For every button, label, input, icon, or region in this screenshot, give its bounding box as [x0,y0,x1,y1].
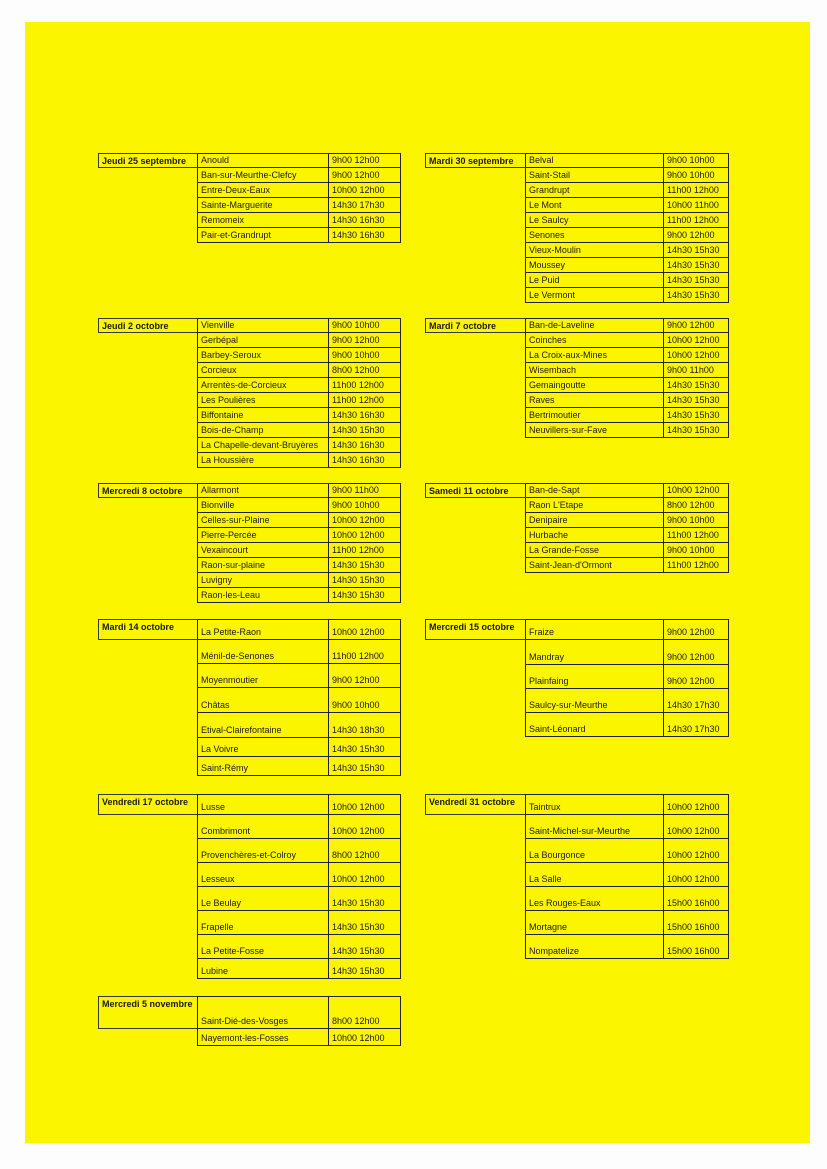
time-slot: 14h30 15h30 [667,275,720,285]
time-slot: 14h30 15h30 [332,425,385,435]
stops-table [197,619,401,776]
town-name: Lubine [198,959,329,978]
table-row [197,408,401,423]
town-name: Bois-de-Champ [198,423,329,437]
day-label: Mercredi 15 octobre [425,619,526,640]
table-row [197,959,401,979]
table-row [197,839,401,863]
town-name: Anould [198,154,329,167]
time-slot: 9h00 12h00 [332,155,380,165]
stops-table [197,153,401,243]
table-row [525,935,729,959]
town-name: Le Saulcy [526,213,664,227]
day-label: Samedi 11 octobre [425,483,526,498]
town-name: Etival-Clairefontaine [198,713,329,737]
town-name: Remomeix [198,213,329,227]
time-slot: 14h30 15h30 [667,260,720,270]
time-slot: 15h00 16h00 [667,898,720,908]
stops-table [525,483,729,573]
table-row [525,839,729,863]
table-row [525,689,729,713]
table-row [525,408,729,423]
table-row [525,318,729,333]
town-name: Saint-Jean-d'Ormont [526,558,664,572]
time-slot: 10h00 12h00 [667,485,720,495]
time-slot: 15h00 16h00 [667,922,720,932]
town-name: Hurbache [526,528,664,542]
town-name: Plainfaing [526,665,664,688]
table-row [197,863,401,887]
table-row [525,213,729,228]
town-name: Vienville [198,319,329,332]
time-slot: 9h00 10h00 [332,320,380,330]
time-slot: 9h00 10h00 [332,700,380,710]
time-slot: 10h00 12h00 [332,515,385,525]
time-slot: 9h00 12h00 [667,652,715,662]
time-slot: 9h00 10h00 [667,170,715,180]
town-name: Ban-de-Sapt [526,484,664,497]
table-row [525,423,729,438]
town-name: La Croix-aux-Mines [526,348,664,362]
town-name: Ban-de-Laveline [526,319,664,332]
town-name: Le Puid [526,273,664,287]
town-name: Saulcy-sur-Meurthe [526,689,664,712]
town-name: Wisembach [526,363,664,377]
town-name: Allarmont [198,484,329,497]
stops-table [197,483,401,603]
time-slot: 11h00 12h00 [332,380,384,390]
yellow-page [25,22,810,1143]
town-name: Moussey [526,258,664,272]
time-slot: 9h00 10h00 [667,545,715,555]
table-row [197,153,401,168]
time-slot: 8h00 12h00 [332,1016,380,1026]
time-slot: 11h00 12h00 [332,545,384,555]
table-row [525,153,729,168]
town-name: Vieux-Moulin [526,243,664,257]
town-name: Gemaingoutte [526,378,664,392]
time-slot: 9h00 10h00 [667,155,715,165]
time-slot: 14h30 15h30 [332,966,385,976]
table-row [197,640,401,664]
time-slot: 14h30 17h30 [667,700,720,710]
table-row [525,665,729,689]
town-name: Raon-les-Leau [198,588,329,602]
time-slot: 11h00 12h00 [332,651,384,661]
town-name: Saint-Stail [526,168,664,182]
table-row [525,258,729,273]
town-name: Ban-sur-Meurthe-Clefcy [198,168,329,182]
town-name: Grandrupt [526,183,664,197]
time-slot: 14h30 16h30 [332,455,385,465]
town-name: Denipaire [526,513,664,527]
time-slot: 14h30 17h30 [667,724,720,734]
time-slot: 11h00 12h00 [667,560,719,570]
time-slot: 10h00 12h00 [667,826,720,836]
town-name: Pair-et-Grandrupt [198,228,329,242]
table-row [197,757,401,776]
time-slot: 14h30 15h30 [332,946,385,956]
town-name: Fraize [526,620,664,639]
time-slot: 14h30 15h30 [667,290,720,300]
town-name: Taintrux [526,795,664,814]
town-name: Coinches [526,333,664,347]
table-row [197,438,401,453]
town-name: Châtas [198,688,329,712]
time-slot: 10h00 12h00 [332,530,385,540]
table-row [525,713,729,737]
town-name: La Petite-Raon [198,620,329,639]
town-name: Saint-Rémy [198,757,329,775]
table-row [525,513,729,528]
town-name: Pierre-Percée [198,528,329,542]
day-label: Mercredi 8 octobre [98,483,198,498]
time-slot: 9h00 11h00 [332,485,379,495]
town-name: Vexaincourt [198,543,329,557]
time-slot: 14h30 15h30 [667,395,720,405]
town-name: La Grande-Fosse [526,543,664,557]
table-row [197,483,401,498]
table-row [197,664,401,688]
time-slot: 9h00 12h00 [332,335,380,345]
town-name: Nompatelize [526,935,664,958]
time-slot: 14h30 15h30 [332,898,385,908]
table-row [525,498,729,513]
town-name: Luvigny [198,573,329,587]
table-row [525,288,729,303]
table-row [197,558,401,573]
table-row [197,498,401,513]
time-slot: 14h30 15h30 [667,245,720,255]
day-label: Vendredi 31 octobre [425,794,526,815]
time-slot: 10h00 12h00 [667,350,720,360]
table-row [525,393,729,408]
stops-table [525,619,729,737]
time-slot: 14h30 16h30 [332,230,385,240]
town-name: Provenchères-et-Colroy [198,839,329,862]
day-label: Vendredi 17 octobre [98,794,198,815]
town-name: Frapelle [198,911,329,934]
time-slot: 14h30 18h30 [332,725,385,735]
table-row [525,528,729,543]
town-name: Arrentès-de-Corcieux [198,378,329,392]
table-row [525,794,729,815]
town-name: Raon-sur-plaine [198,558,329,572]
table-row [197,453,401,468]
town-name: Les Rouges-Eaux [526,887,664,910]
table-row [525,198,729,213]
table-row [525,378,729,393]
table-row [525,640,729,665]
time-slot: 9h00 10h00 [332,500,380,510]
day-label: Jeudi 25 septembre [98,153,198,168]
town-name: Senones [526,228,664,242]
town-name: Entre-Deux-Eaux [198,183,329,197]
table-row [197,183,401,198]
town-name: Lusse [198,795,329,814]
town-name: Ménil-de-Senones [198,640,329,663]
table-row [525,273,729,288]
town-name: La Chapelle-devant-Bruyères [198,438,329,452]
stops-table [197,794,401,979]
table-row [197,348,401,363]
table-row [197,198,401,213]
town-name: Mandray [526,640,664,664]
town-name: Celles-sur-Plaine [198,513,329,527]
table-row [197,528,401,543]
town-name: Les Poulières [198,393,329,407]
time-slot: 9h00 12h00 [667,676,715,686]
town-name: Sainte-Marguerite [198,198,329,212]
day-label: Mardi 14 octobre [98,619,198,640]
town-name: Combrimont [198,815,329,838]
table-row [197,738,401,757]
day-label: Mercredi 5 novembre [98,996,198,1029]
town-name: Bionville [198,498,329,512]
day-label: Jeudi 2 octobre [98,318,198,333]
table-row [525,815,729,839]
time-slot: 11h00 12h00 [667,215,719,225]
table-row [525,333,729,348]
table-row [197,911,401,935]
time-slot: 10h00 12h00 [667,335,720,345]
time-slot: 9h00 10h00 [667,515,715,525]
time-slot: 9h00 11h00 [667,365,714,375]
table-row [525,619,729,640]
table-row [197,333,401,348]
table-row [197,619,401,640]
table-row [197,996,401,1029]
town-name: Raves [526,393,664,407]
time-slot: 11h00 12h00 [332,395,384,405]
time-slot: 10h00 12h00 [667,850,720,860]
stops-table [525,153,729,303]
time-slot: 9h00 12h00 [667,230,715,240]
time-slot: 10h00 12h00 [332,627,385,637]
table-row [197,794,401,815]
time-slot: 9h00 10h00 [332,350,380,360]
time-slot: 14h30 15h30 [332,590,385,600]
table-row [197,887,401,911]
table-row [197,363,401,378]
stops-table [197,318,401,468]
table-row [197,935,401,959]
time-slot: 14h30 16h30 [332,410,385,420]
table-row [197,228,401,243]
table-row [197,168,401,183]
table-row [197,543,401,558]
town-name: Lesseux [198,863,329,886]
time-slot: 9h00 12h00 [667,320,715,330]
time-slot: 14h30 15h30 [667,380,720,390]
table-row [525,863,729,887]
table-row [525,558,729,573]
time-slot: 11h00 12h00 [667,185,719,195]
stops-table [525,318,729,438]
time-slot: 14h30 17h30 [332,200,385,210]
table-row [197,713,401,738]
table-row [525,887,729,911]
town-name: Saint-Léonard [526,713,664,736]
table-row [525,228,729,243]
town-name: La Salle [526,863,664,886]
town-name: Barbey-Seroux [198,348,329,362]
table-row [197,213,401,228]
town-name: Biffontaine [198,408,329,422]
table-row [525,168,729,183]
day-label: Mardi 30 septembre [425,153,526,168]
table-row [197,393,401,408]
town-name: Bertrimoutier [526,408,664,422]
table-row [525,363,729,378]
time-slot: 9h00 12h00 [667,627,715,637]
time-slot: 10h00 12h00 [332,1033,385,1043]
time-slot: 14h30 15h30 [332,575,385,585]
time-slot: 10h00 12h00 [332,185,385,195]
town-name: Belval [526,154,664,167]
time-slot: 10h00 12h00 [332,826,385,836]
table-row [525,183,729,198]
town-name: Neuvillers-sur-Fave [526,423,664,437]
town-name: La Bourgonce [526,839,664,862]
time-slot: 14h30 15h30 [332,744,385,754]
table-row [197,588,401,603]
town-name: Nayemont-les-Fosses [198,1029,329,1045]
table-row [525,483,729,498]
town-name: Corcieux [198,363,329,377]
table-row [197,513,401,528]
time-slot: 10h00 12h00 [667,874,720,884]
table-row [197,378,401,393]
time-slot: 14h30 15h30 [667,410,720,420]
time-slot: 9h00 12h00 [332,170,380,180]
table-row [197,573,401,588]
stops-table [197,996,401,1046]
time-slot: 8h00 12h00 [667,500,715,510]
table-row [525,911,729,935]
day-label: Mardi 7 octobre [425,318,526,333]
time-slot: 9h00 12h00 [332,675,380,685]
table-row [197,423,401,438]
town-name: Le Beulay [198,887,329,910]
town-name: Raon L'Etape [526,498,664,512]
table-row [197,1029,401,1046]
town-name: Moyenmoutier [198,664,329,687]
table-row [525,243,729,258]
time-slot: 14h30 16h30 [332,440,385,450]
table-row [197,318,401,333]
town-name: Gerbépal [198,333,329,347]
time-slot: 10h00 11h00 [667,200,719,210]
time-slot: 10h00 12h00 [667,802,720,812]
town-name: Saint-Dié-des-Vosges [198,997,329,1028]
time-slot: 15h00 16h00 [667,946,720,956]
town-name: Le Vermont [526,288,664,302]
town-name: La Houssière [198,453,329,467]
time-slot: 14h30 16h30 [332,215,385,225]
town-name: Saint-Michel-sur-Meurthe [526,815,664,838]
time-slot: 14h30 15h30 [332,560,385,570]
table-row [525,543,729,558]
time-slot: 14h30 15h30 [332,763,385,773]
time-slot: 10h00 12h00 [332,802,385,812]
stops-table [525,794,729,959]
time-slot: 11h00 12h00 [667,530,719,540]
table-row [197,815,401,839]
town-name: Le Mont [526,198,664,212]
table-row [197,688,401,713]
time-slot: 10h00 12h00 [332,874,385,884]
time-slot: 14h30 15h30 [667,425,720,435]
time-slot: 14h30 15h30 [332,922,385,932]
table-row [525,348,729,363]
time-slot: 8h00 12h00 [332,850,380,860]
time-slot: 8h00 12h00 [332,365,380,375]
town-name: La Voivre [198,738,329,756]
town-name: La Petite-Fosse [198,935,329,958]
town-name: Mortagne [526,911,664,934]
